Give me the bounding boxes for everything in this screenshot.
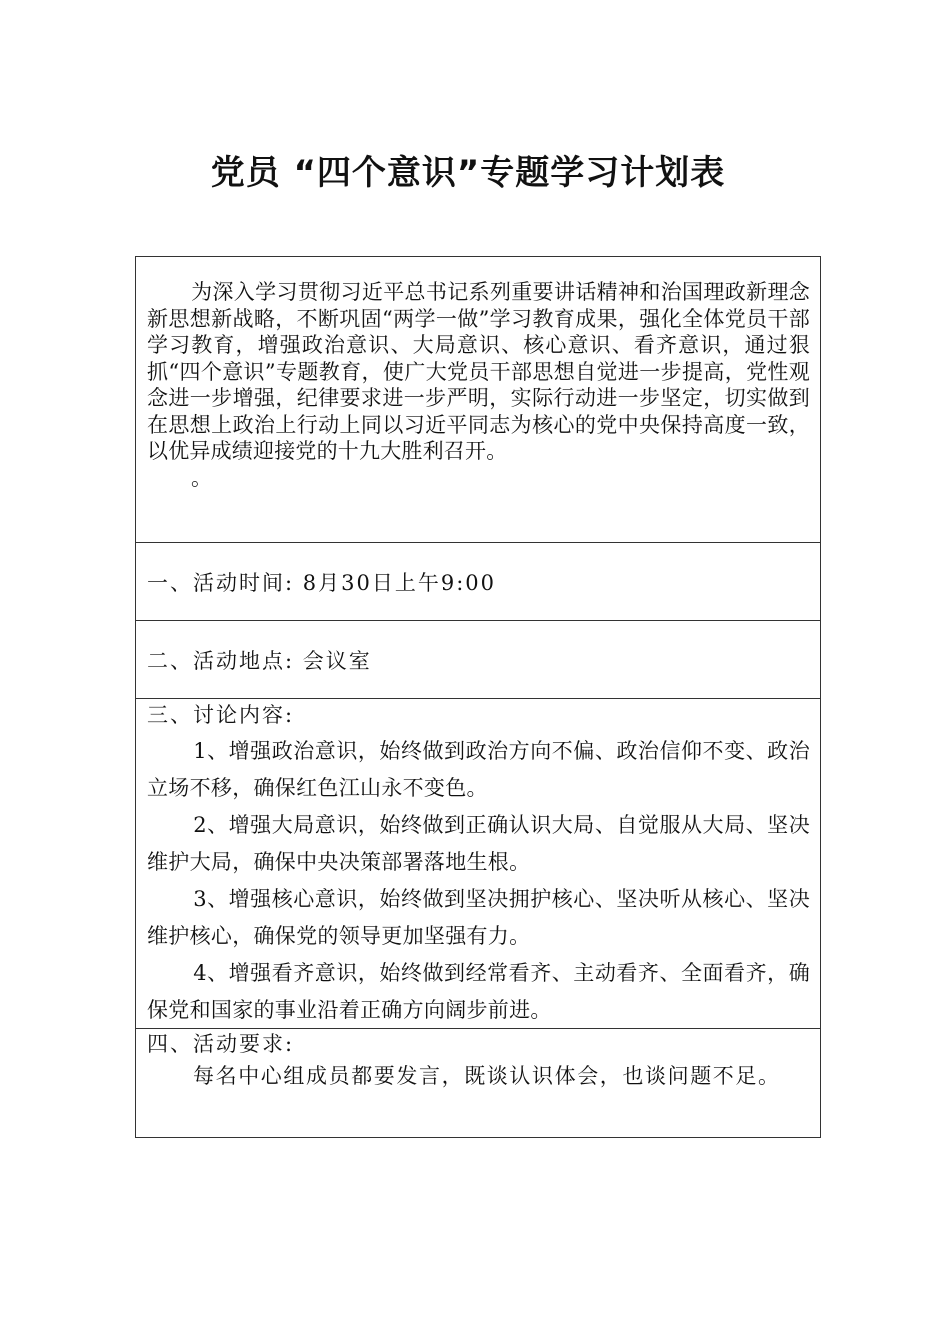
- discussion-item: 4、增强看齐意识，始终做到经常看齐、主动看齐、全面看齐，确保党和国家的事业沿着正确方向阔步前进。: [147, 961, 810, 1022]
- activity-time-cell: [136, 543, 820, 621]
- discussion-heading: 三、讨论内容:: [147, 703, 295, 727]
- page-title: 党员 “四个意识”专题学习计划表: [210, 152, 726, 193]
- requirements-text: 每名中心组成员都要发言，既谈认识体会，也谈问题不足。: [193, 1064, 781, 1088]
- discussion-item: 1、增强政治意识，始终做到政治方向不偏、政治信仰不变、政治立场不移，确保红色江山永不变色。: [147, 739, 810, 800]
- discussion-item: 3、增强核心意识，始终做到坚决拥护核心、坚决听从核心、坚决维护核心，确保党的领导更加坚强有力。: [147, 887, 810, 948]
- activity-place: 二、活动地点: 会议室: [147, 648, 372, 673]
- intro-cell: [136, 257, 820, 543]
- requirements-cell: [136, 1029, 820, 1137]
- discussion-item: 2、增强大局意识，始终做到正确认识大局、自觉服从大局、坚决维护大局，确保中央决策部署落地生根。: [147, 813, 810, 874]
- intro-trailing-mark: 。: [191, 465, 212, 490]
- intro-paragraph: 为深入学习贯彻习近平总书记系列重要讲话精神和治国理政新理念新思想新战略，不断巩固“两学一做”学习教育成果，强化全体党员干部学习教育，增强政治意识、大局意识、核心意识、看齐意识，通过狠抓“四个意识”专题教育，使广大党员干部思想自觉进一步提高，党性观念进一步增强，纪律要求进一步严明，实际行动进一步坚定，切实做到在思想上政治上行动上同以习近平同志为核心的党中央保持高度一致，以优异成绩迎接党的十九大胜利召开。: [147, 280, 810, 463]
- discussion-cell: [136, 699, 820, 1029]
- plan-table: [135, 256, 821, 1138]
- requirements-heading: 四、活动要求:: [147, 1032, 295, 1056]
- activity-place-cell: [136, 621, 820, 699]
- activity-time: 一、活动时间: 8月30日上午9:00: [147, 570, 496, 595]
